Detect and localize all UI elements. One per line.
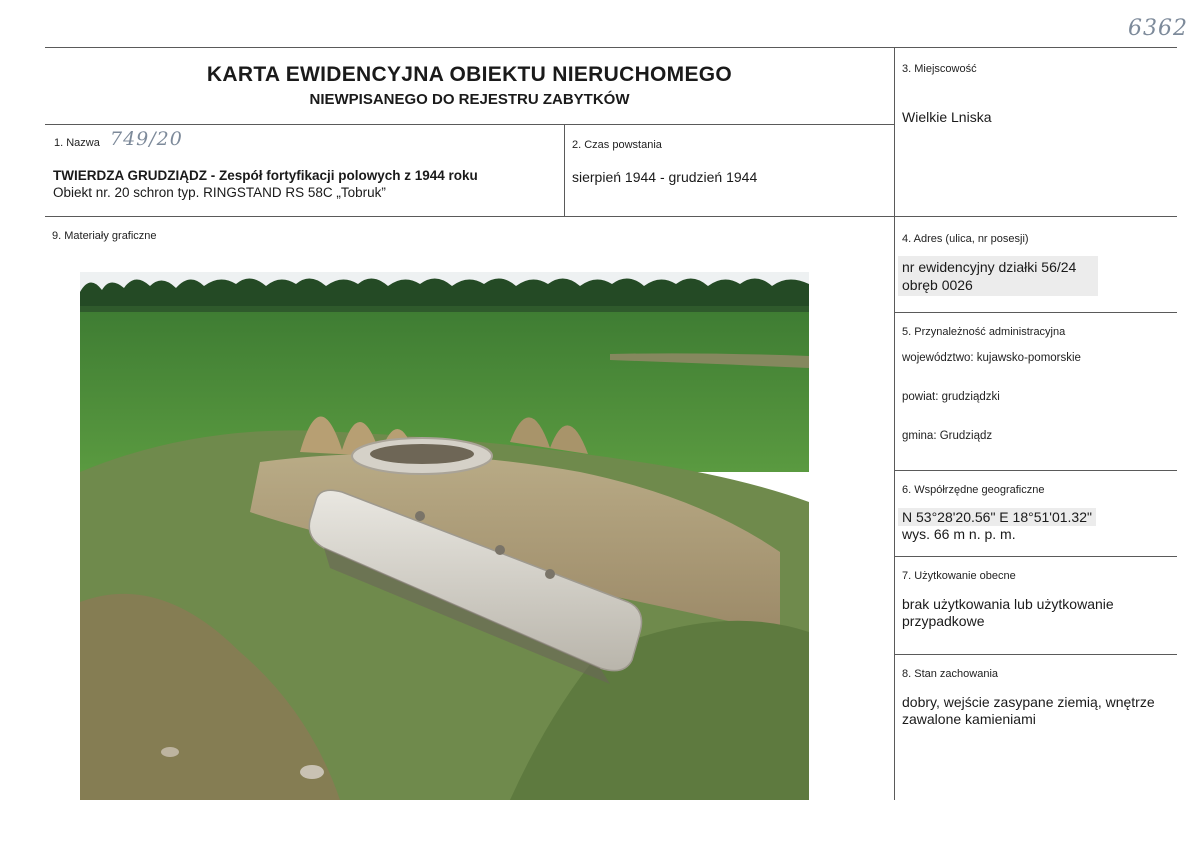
name-label: 1. Nazwa bbox=[54, 137, 100, 149]
condition-label: 8. Stan zachowania bbox=[902, 668, 999, 680]
slab-hole-1 bbox=[415, 511, 425, 521]
top-border bbox=[45, 47, 1177, 48]
voivodeship: województwo: kujawsko-pomorskie bbox=[902, 352, 1081, 364]
cadastral-district: obręb 0026 bbox=[902, 277, 973, 293]
right-column-divider bbox=[894, 47, 895, 800]
name-row-bottom-border bbox=[45, 216, 1177, 217]
administrative-label: 5. Przynależność administracyjna bbox=[902, 326, 1066, 338]
address-bottom-border bbox=[894, 312, 1177, 313]
condition-value bbox=[902, 694, 1155, 728]
tobruk-opening bbox=[370, 444, 474, 464]
slab-hole-2 bbox=[495, 545, 505, 555]
parcel-number: nr ewidencyjny działki 56/24 bbox=[902, 259, 1077, 275]
card-title: KARTA EWIDENCYJNA OBIEKTU NIERUCHOMEGO bbox=[206, 63, 733, 86]
address-label: 4. Adres (ulica, nr posesji) bbox=[902, 233, 1029, 245]
creation-time-label: 2. Czas powstania bbox=[572, 139, 662, 151]
handwritten-inventory-number: 749/20 bbox=[110, 128, 183, 150]
object-name: TWIERDZA GRUDZIĄDZ - Zespół fortyfikacji polowych z 1944 roku bbox=[53, 168, 478, 183]
current-use-label: 7. Użytkowanie obecne bbox=[902, 570, 1016, 582]
condition-line-2: zawalone kamieniami bbox=[902, 711, 1036, 727]
card-subtitle: NIEWPISANEGO DO REJESTRU ZABYTKÓW bbox=[309, 91, 630, 108]
creation-time-value: sierpień 1944 - grudzień 1944 bbox=[572, 169, 758, 185]
graphics-label: 9. Materiały graficzne bbox=[52, 230, 157, 242]
county: powiat: grudziądzki bbox=[902, 391, 1000, 403]
admin-bottom-border bbox=[894, 470, 1177, 471]
current-use-line-2: przypadkowe bbox=[902, 613, 985, 629]
slab-hole-3 bbox=[545, 569, 555, 579]
name-time-divider bbox=[564, 124, 565, 216]
coords-bottom-border bbox=[894, 556, 1177, 557]
bunker-photograph bbox=[80, 272, 809, 800]
locality-label: 3. Miejscowość bbox=[902, 63, 977, 75]
coordinates-label: 6. Współrzędne geograficzne bbox=[902, 484, 1045, 496]
handwritten-page-number: 6362 bbox=[1128, 16, 1188, 41]
address-value bbox=[898, 256, 1098, 296]
stone-2 bbox=[161, 747, 179, 757]
altitude-value: wys. 66 m n. p. m. bbox=[902, 526, 1016, 542]
condition-line-1: dobry, wejście zasypane ziemią, wnętrze bbox=[902, 694, 1155, 710]
commune: gmina: Grudziądz bbox=[902, 430, 993, 442]
photograph-illustration bbox=[80, 272, 809, 800]
object-detail: Obiekt nr. 20 schron typ. RINGSTAND RS 58C „Tobruk” bbox=[53, 185, 386, 200]
use-bottom-border bbox=[894, 654, 1177, 655]
locality-value: Wielkie Lniska bbox=[902, 109, 992, 125]
stone-1 bbox=[300, 765, 324, 779]
current-use-value bbox=[902, 596, 1114, 630]
header-bottom-border bbox=[45, 124, 894, 125]
current-use-line-1: brak użytkowania lub użytkowanie bbox=[902, 596, 1114, 612]
coordinates-value: N 53°28'20.56" E 18°51'01.32" bbox=[898, 508, 1096, 526]
